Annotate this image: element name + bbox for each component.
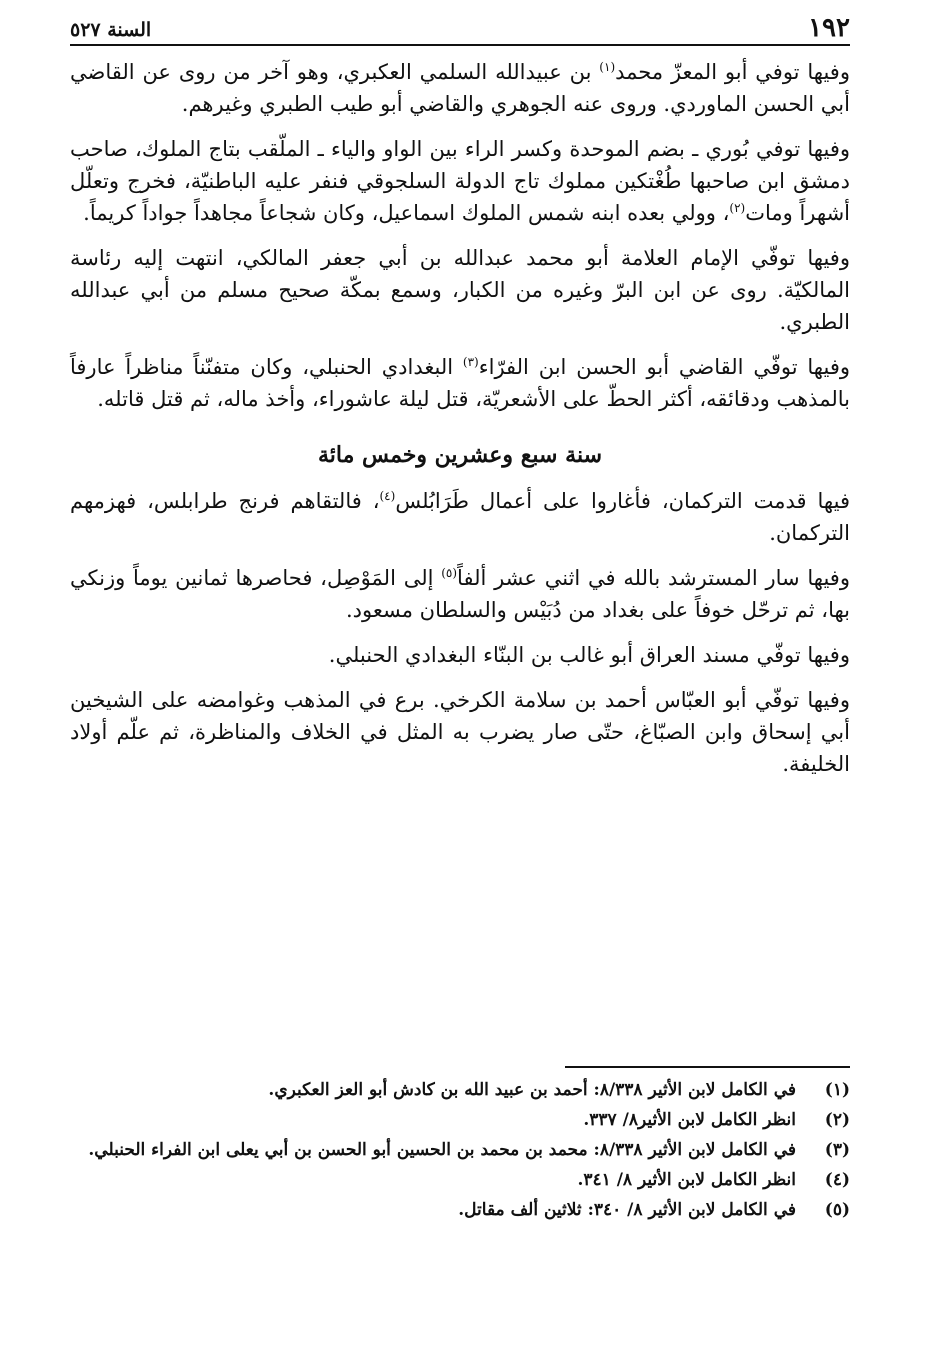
footnote-number: (١) [824, 1080, 850, 1100]
footnote-ref-3: (٣) [462, 355, 479, 369]
footnote [70, 1166, 850, 1194]
footnote-ref-2: (٢) [729, 201, 746, 215]
footnote-divider [565, 1066, 850, 1068]
footnote-number: (٣) [824, 1140, 850, 1160]
footnote [70, 1106, 850, 1134]
main-text [70, 56, 850, 793]
footnote [70, 1196, 850, 1224]
footnote [70, 1076, 850, 1104]
footnote-text: في الكامل لابن الأثير ٨/٣٣٨: أحمد بن عبيد الله بن كادش أبو العز العكبري. [268, 1080, 796, 1100]
section-title: سنة سبع وعشرين وخمس مائة [317, 442, 603, 468]
footnote-number: (٥) [824, 1200, 850, 1220]
footnotes [70, 1076, 850, 1226]
running-head: السنة ٥٢٧ [70, 19, 152, 41]
footnote-text: في الكامل لابن الأثير ٨/٣٣٨: محمد بن محمد بن الحسين أبو الحسن بن أبي يعلى ابن الفراء الحنبلي. [88, 1140, 796, 1160]
footnote-text: انظر الكامل لابن الأثير ٨/ ٣٤١. [577, 1170, 796, 1190]
paragraph-5: فيها قدمت التركمان، فأغاروا على أعمال طَرَابُلس$^{(٤)}$، فالتقاهم فرنج طرابلس، فهزمهم التركمان. [70, 489, 850, 545]
paragraph-4: وفيها توفّي القاضي أبو الحسن ابن الفرّاء$^{(٣)}$ البغدادي الحنبلي، وكان متفنّناً مناظراً عارفاً بالمذهب ودقائقه، أكثر الحطّ على الأشعريّة، قتل ليلة عاشوراء، وأخذ ماله، ثم قتل قاتله. [70, 355, 850, 411]
footnote-number: (٢) [824, 1110, 850, 1130]
paragraph-3: وفيها توفّي الإمام العلامة أبو محمد عبدالله بن أبي جعفر المالكي، انتهت إليه رئاسة المالكيّة. روى عن ابن البرّ وغيره من الكبار، وسمع بمكّة صحيح مسلم من أبي عبدالله الطبري. [70, 246, 850, 334]
paragraph-6: وفيها سار المسترشد بالله في اثني عشر ألفاً$^{(٥)}$ إلى المَوْصِل، فحاصرها ثمانين يوماً وزنكي بها، ثم ترحّل خوفاً على بغداد من دُبَيْس والسلطان مسعود. [70, 566, 850, 622]
footnote-ref-4: (٤) [379, 489, 396, 503]
footnote-text: انظر الكامل لابن الأثير٨/ ٣٣٧. [583, 1110, 796, 1130]
paragraph-8: وفيها توفّي أبو العبّاس أحمد بن سلامة الكرخي. برع في المذهب وغوامضه على الشيخين أبي إسحاق وابن الصبّاغ، حتّى صار يضرب به المثل في الخلاف والمناظرة، ثم علّم أولاد الخليفة. [70, 688, 850, 776]
page-number: ١٩٢ [808, 13, 850, 43]
footnote [70, 1136, 850, 1164]
footnote-number: (٤) [824, 1170, 850, 1190]
paragraph-7: وفيها توفّي مسند العراق أبو غالب بن البنّاء البغدادي الحنبلي. [328, 643, 850, 667]
footnote-ref-1: (١) [599, 60, 616, 74]
footnote-text: في الكامل لابن الأثير ٨/ ٣٤٠: ثلاثين ألف مقاتل. [458, 1200, 796, 1220]
paragraph-1: وفيها توفي أبو المعزّ محمد$^{(١)}$ بن عبيدالله السلمي العكبري، وهو آخر من روى عن القاضي أبي الحسن الماوردي. وروى عنه الجوهري والقاضي أبو طيب الطبري وغيرهم. [70, 60, 850, 116]
page-header [70, 10, 850, 46]
paragraph-2: وفيها توفي بُوري ـ بضم الموحدة وكسر الراء بين الواو والياء ـ الملّقب بتاج الملوك، صاحب دمشق ابن صاحبها طُغْتكين مملوك تاج الدولة السلجوقي فنفر عليه الباطنيّة، فخرج وتعلّل أشهراً ومات$^{(٢)}$، وولي بعده ابنه شمس الملوك اسماعيل، وكان شجاعاً مجاهداً جواداً كريماً. [70, 137, 850, 225]
footnote-ref-5: (٥) [441, 566, 458, 580]
